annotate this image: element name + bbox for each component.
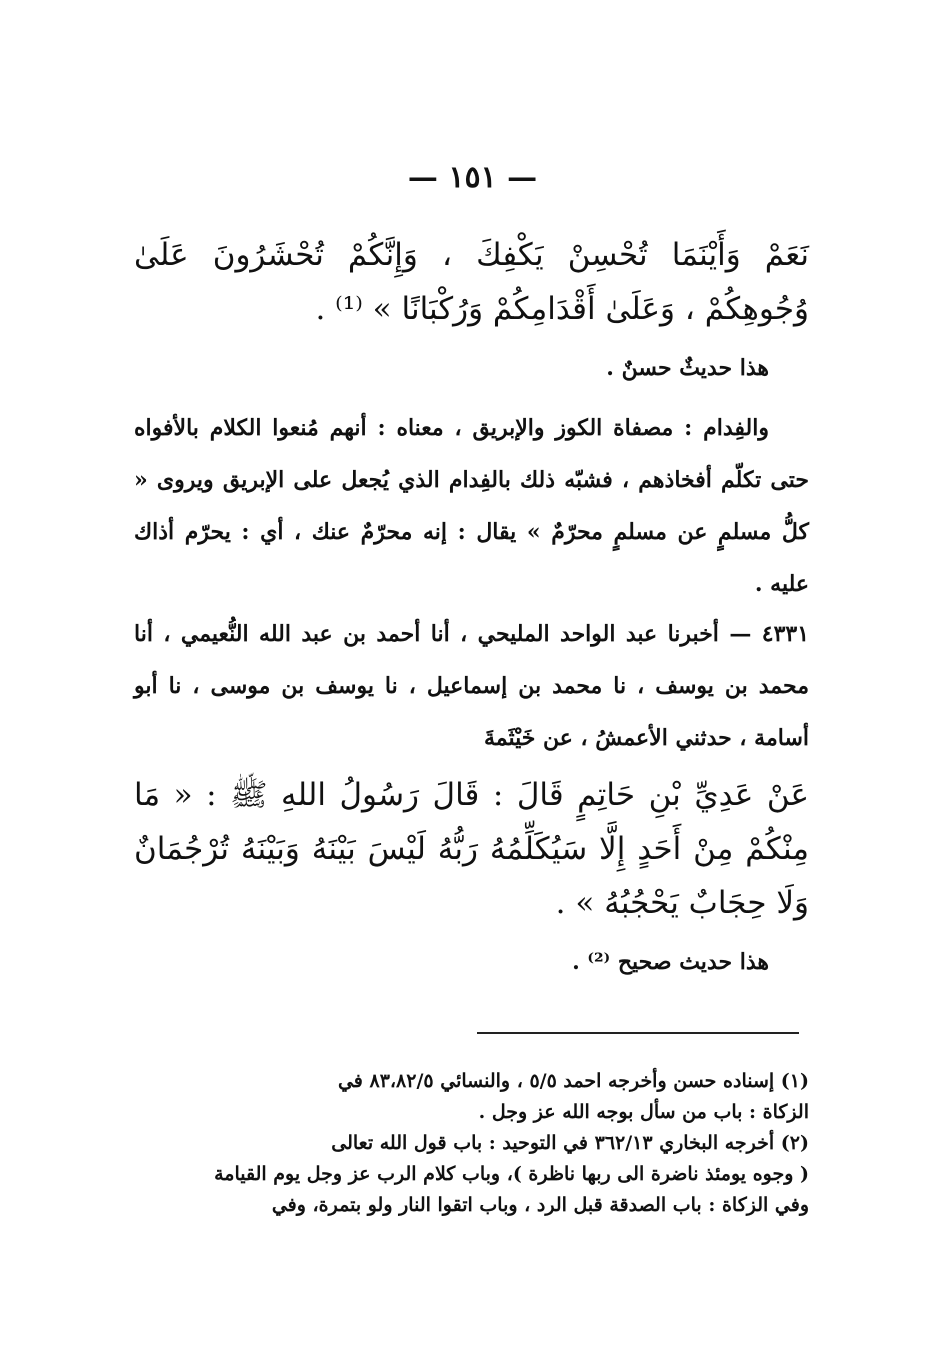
footnote-2-line-2: ( وجوه يومئذ ناضرة الى ربها ناظرة )، وباب كلام الرب عز وجل يوم القيامة [214,1163,809,1185]
footnote-2-line-1: (٢) أخرجه البخاري ٣٦٢/١٣ في التوحيد : باب قول الله تعالى [331,1132,809,1154]
grade-2-text: هذا حديث صحيح ⁽²⁾ . [572,949,769,975]
hadith-grade-1 [94,350,809,386]
hadith-1-ending: نَعَمْ وَأَيْنَمَا تُحْسِنْ يَكْفِكَ ، وَإِنَّكُمْ تُحْشَرُونَ عَلَىٰ وُجُوهِكُمْ ، وَعَلَىٰ أَقْدَامِكُمْ وَرُكْبَانًا » ⁽¹⁾ . [134,237,809,327]
hadith-2-block [134,768,809,930]
footnote-1-line-2: الزكاة : باب من سأل بوجه الله عز وجل . [478,1101,809,1123]
footnotes [134,1066,809,1221]
hadith-text-ending [134,228,809,336]
commentary-paragraph [134,402,809,610]
commentary-text: والفِدام : مصفاة الكوز والإبريق ، معناه : أنهم مُنعوا الكلام بالأفواه حتى تكلّم أفخاذهم ، فشبّه ذلك بالفِدام الذي يُجعل على الإبريق ويروى « كلُّ مسلمٍ عن مسلمٍ محرّمٌ » يقال : إنه محرّمٌ عنك ، أي : يحرّم أذاك عليه . [134,415,809,597]
hadith-2-text: عَنْ عَدِيِّ بْنِ حَاتِمٍ قَالَ : قَالَ رَسُولُ اللهِ ﷺ : « مَا مِنْكُمْ مِنْ أَحَدٍ إِلَّا سَيُكَلِّمُهُ رَبُّهُ لَيْسَ بَيْنَهُ وَبَيْنَهُ تُرْجُمَانٌ وَلَا حِجَابٌ يَحْجُبُهُ » . [134,777,809,921]
footnote-2 [134,1128,809,1221]
hadith-grade-2 [94,944,809,980]
isnad-paragraph [134,608,809,764]
footnote-2-line-3: وفي الزكاة : باب الصدقة قبل الرد ، وباب اتقوا النار ولو بتمرة، وفي [271,1194,809,1216]
footnote-divider [477,1032,799,1034]
page-number: — ١٥١ — [407,160,538,195]
footnote-1 [134,1066,809,1128]
isnad-text: ٤٣٣١ — أخبرنا عبد الواحد المليحي ، أنا أحمد بن عبد الله النُّعيمي ، أنا محمد بن يوسف ، نا محمد بن إسماعيل ، نا يوسف بن موسى ، نا أبو أسامة ، حدثني الأعمشُ ، عن خَيْثَمةَ [134,621,810,751]
footnote-1-line-1: (١) إسناده حسن وأخرجه احمد ٥/٥ ، والنسائي ٨٣،٨٢/٥ في [337,1070,809,1092]
grade-1-text: هذا حديثٌ حسنٌ . [606,355,769,381]
